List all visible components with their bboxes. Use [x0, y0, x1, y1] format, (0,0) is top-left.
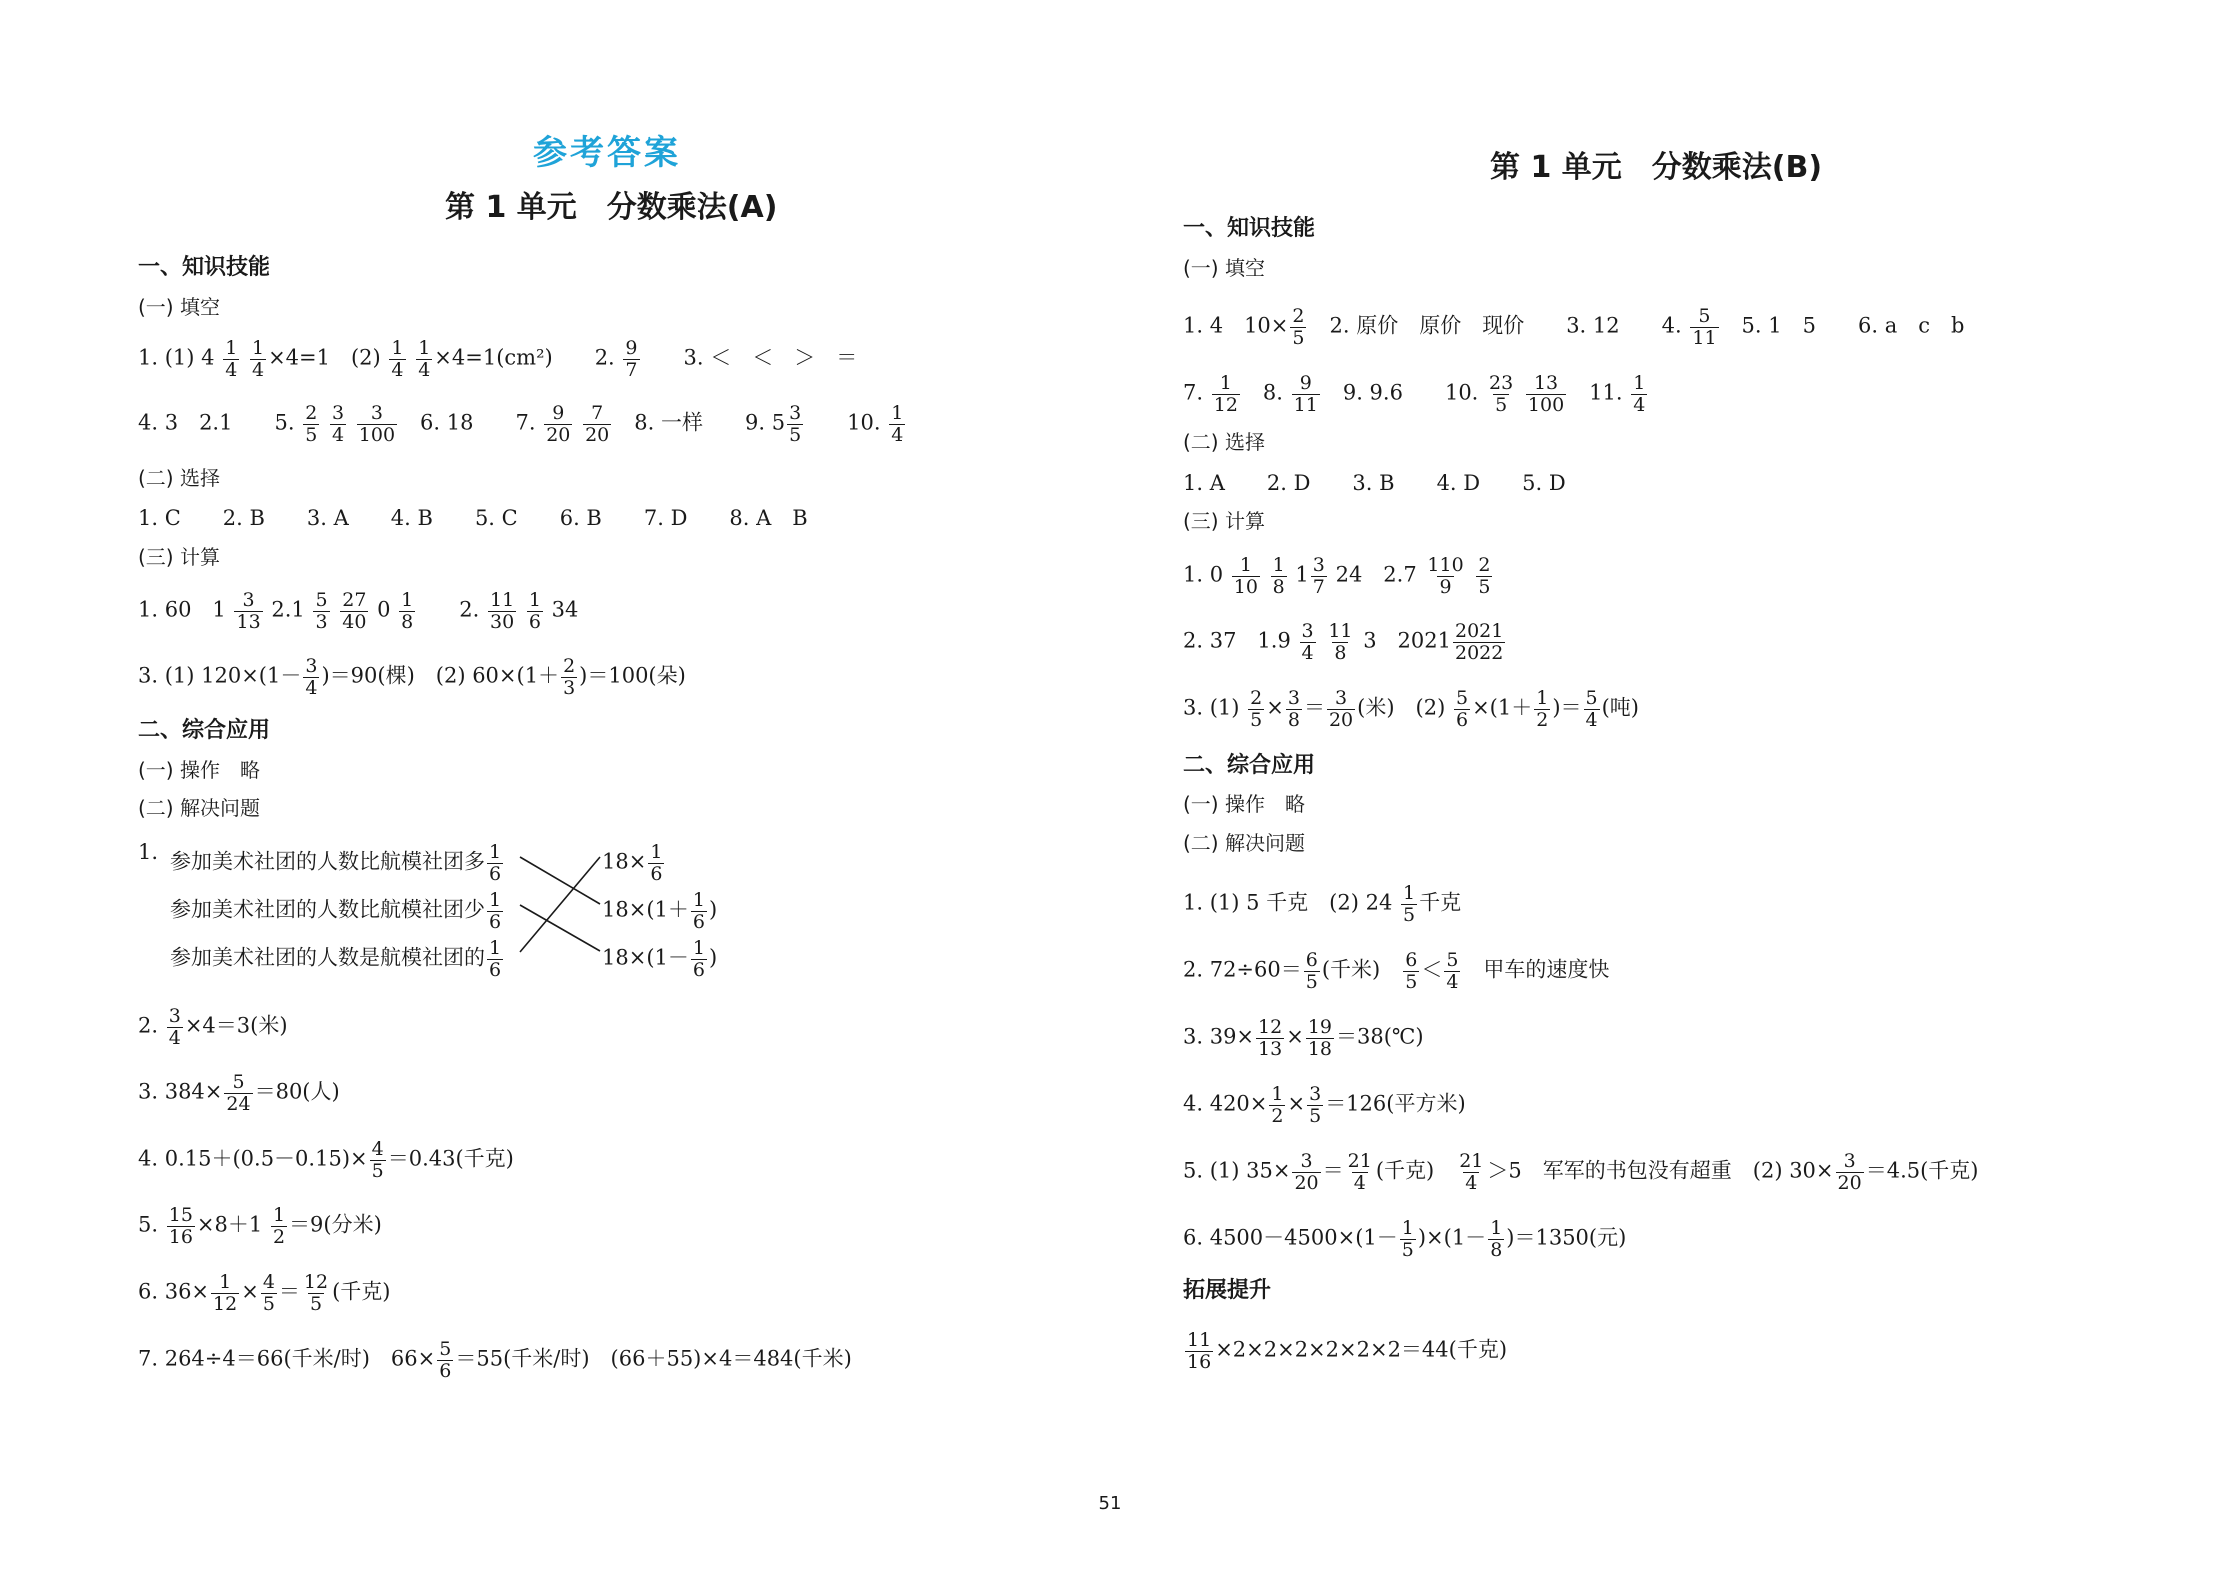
- choice-answers: 1. A 2. D 3. B 4. D 5. D: [1183, 471, 1566, 495]
- problem-solving-heading: (二) 解决问题: [138, 796, 260, 820]
- match-left-3: 参加美术社团的人数是航模社团的 $\frac{1}{6}$: [170, 937, 502, 981]
- fraction: $\frac{1}{4}$: [225, 337, 238, 381]
- fraction: $\frac{2}{3}$: [563, 655, 576, 699]
- problem-3-answer: 3. 384× $\frac{5}{24}$ ＝80(人): [138, 1071, 340, 1115]
- fraction: $\frac{1}{6}$: [528, 589, 541, 633]
- section-knowledge-heading: 一、知识技能: [138, 255, 271, 280]
- fraction: $\frac{3}{4}$: [305, 655, 318, 699]
- match-line-2: [520, 905, 600, 951]
- fraction: $\frac{13}{100}$: [1527, 372, 1565, 416]
- fraction: $\frac{1}{8}$: [1272, 554, 1285, 598]
- fraction: $\frac{3}{100}$: [358, 402, 396, 446]
- unit-title-b: 第 1 单元 分数乘法(B): [1490, 150, 1823, 185]
- fraction: $\frac{110}{9}$: [1427, 554, 1464, 598]
- calc-answer-line-3: 3. (1) $\frac{2}{5}$ × $\frac{3}{8}$ ＝ $\frac{3}{20}$ (米) (2) $\frac{5}{6}$ ×(1＋ $\frac{1}{2}$ )＝ $\frac{5}{4}$ (吨): [1183, 687, 1639, 731]
- match-left-1: 参加美术社团的人数比航模社团多 $\frac{1}{6}$: [170, 841, 502, 885]
- calc-answer-line-2: 3. (1) 120×(1－ $\frac{3}{4}$ )＝90(棵) (2) 60×(1＋ $\frac{2}{3}$ )＝100(朵): [138, 655, 686, 699]
- problem-5-answer: 5. (1) 35× $\frac{3}{20}$ ＝ $\frac{21}{4}$ (千克) $\frac{21}{4}$ ＞5 军军的书包没有超重 (2) 30× $\frac{3}{20}$ ＝4.5(千克): [1183, 1150, 1979, 1194]
- fraction: $\frac{4}{5}$: [371, 1138, 384, 1182]
- fraction: $\frac{5}{6}$: [1455, 687, 1469, 731]
- fraction: $\frac{19}{18}$: [1307, 1016, 1333, 1060]
- fraction: $\frac{27}{40}$: [342, 589, 367, 633]
- problem-1-answer: 1. (1) 5 千克 (2) 24 $\frac{1}{5}$ 千克: [1183, 882, 1462, 926]
- problem-2-answer: 2. $\frac{3}{4}$ ×4＝3(米): [138, 1005, 288, 1049]
- calc-heading: (三) 计算: [138, 545, 220, 569]
- extension-heading: 拓展提升: [1183, 1278, 1272, 1303]
- match-line-1: [520, 857, 600, 904]
- match-number: 1.: [138, 840, 159, 864]
- fraction: $\frac{21}{4}$: [1459, 1150, 1484, 1194]
- fraction: $\frac{2021}{2022}$: [1455, 620, 1504, 664]
- fill-answer-line-1: 1. (1) 4 $\frac{1}{4}$ $\frac{1}{4}$ ×4=1 (2) $\frac{1}{4}$ $\frac{1}{4}$ ×4=1(cm²) 2. $\frac{9}{7}$ 3. ＜ ＜ ＞ ＝: [138, 337, 858, 381]
- fraction: $\frac{3}{4}$: [168, 1005, 181, 1049]
- fraction: $\frac{3}{5}$: [789, 402, 802, 446]
- calc-answer-line-1: 1. 0 $\frac{1}{10}$ $\frac{1}{8}$ 1 $\frac{3}{7}$ 24 2.7 $\frac{110}{9}$ $\frac{2}{5}$: [1183, 554, 1491, 598]
- calc-answer-line-2: 2. 37 1.9 $\frac{3}{4}$ $\frac{11}{8}$ 3 2021 $\frac{2021}{2022}$: [1183, 620, 1504, 664]
- fill-blank-heading: (一) 填空: [138, 295, 220, 319]
- choice-heading: (二) 选择: [138, 466, 220, 490]
- fraction: $\frac{1}{4}$: [418, 337, 431, 381]
- fill-blank-heading: (一) 填空: [1183, 256, 1265, 280]
- fraction: $\frac{2}{5}$: [305, 402, 318, 446]
- fraction: $\frac{23}{5}$: [1489, 372, 1514, 416]
- problem-4-answer: 4. 0.15＋(0.5－0.15)× $\frac{4}{5}$ ＝0.43(千克): [138, 1138, 514, 1182]
- match-right-3: 18×(1－ $\frac{1}{6}$ ): [602, 937, 718, 981]
- fraction: $\frac{1}{2}$: [1536, 687, 1549, 731]
- fraction: $\frac{1}{4}$: [891, 402, 904, 446]
- fraction: $\frac{11}{8}$: [1328, 620, 1353, 664]
- fraction: $\frac{9}{11}$: [1293, 372, 1318, 416]
- fraction: $\frac{11}{30}$: [490, 589, 515, 633]
- fraction: $\frac{6}{5}$: [1305, 949, 1318, 993]
- unit-title-a: 第 1 单元 分数乘法(A): [445, 190, 778, 225]
- fraction: $\frac{5}{4}$: [1585, 687, 1598, 731]
- fraction: $\frac{11}{16}$: [1187, 1329, 1212, 1373]
- fraction: $\frac{1}{6}$: [692, 937, 705, 981]
- fraction: $\frac{1}{8}$: [1490, 1217, 1503, 1261]
- fraction: $\frac{3}{4}$: [331, 402, 345, 446]
- fraction: $\frac{3}{4}$: [1301, 620, 1314, 664]
- choice-heading: (二) 选择: [1183, 430, 1265, 454]
- calc-heading: (三) 计算: [1183, 509, 1265, 533]
- fraction: $\frac{2}{5}$: [1478, 554, 1491, 598]
- fraction: $\frac{1}{5}$: [1403, 882, 1416, 926]
- operation-heading: (一) 操作 略: [138, 758, 260, 782]
- fraction: $\frac{2}{5}$: [1292, 305, 1305, 349]
- fraction: $\frac{9}{20}$: [546, 402, 571, 446]
- problem-2-answer: 2. 72÷60＝ $\frac{6}{5}$ (千米) $\frac{6}{5}$ ＜ $\frac{5}{4}$ 甲车的速度快: [1183, 949, 1610, 993]
- fraction: $\frac{5}{3}$: [315, 589, 328, 633]
- fraction: $\frac{3}{20}$: [1294, 1150, 1319, 1194]
- fraction: $\frac{5}{11}$: [1692, 305, 1717, 349]
- fraction: $\frac{1}{4}$: [1633, 372, 1646, 416]
- match-line-3: [520, 857, 600, 952]
- fraction: $\frac{9}{7}$: [625, 337, 638, 381]
- fill-answer-line-1: 1. 4 10× $\frac{2}{5}$ 2. 原价 原价 现价 3. 12 4. $\frac{5}{11}$ 5. 1 5 6. a c b: [1183, 305, 1965, 349]
- fraction: $\frac{12}{13}$: [1258, 1016, 1283, 1060]
- match-left-2: 参加美术社团的人数比航模社团少 $\frac{1}{6}$: [170, 889, 502, 933]
- calc-answer-line-1: 1. 60 1 $\frac{3}{13}$ 2.1 $\frac{5}{3}$ $\frac{27}{40}$ 0 $\frac{1}{8}$ 2. $\frac{11}{30}$ $\frac{1}{6}$ 34: [138, 589, 579, 633]
- fraction: $\frac{3}{7}$: [1312, 554, 1325, 598]
- problem-6-answer: 6. 4500－4500×(1－ $\frac{1}{5}$ )×(1－ $\frac{1}{8}$ )＝1350(元): [1183, 1217, 1627, 1261]
- problem-4-answer: 4. 420× $\frac{1}{2}$ × $\frac{3}{5}$ ＝126(平方米): [1183, 1083, 1466, 1127]
- extension-answer: $\frac{11}{16}$ ×2×2×2×2×2×2＝44(千克): [1187, 1329, 1508, 1373]
- fraction: $\frac{5}{6}$: [439, 1338, 452, 1382]
- fraction: $\frac{1}{4}$: [251, 337, 265, 381]
- section-knowledge-heading: 一、知识技能: [1183, 216, 1316, 241]
- fraction: $\frac{1}{5}$: [1401, 1217, 1414, 1261]
- problem-6-answer: 6. 36× $\frac{1}{12}$ × $\frac{4}{5}$ ＝ $\frac{12}{5}$ (千克): [138, 1271, 391, 1315]
- match-right-2: 18×(1＋ $\frac{1}{6}$ ): [602, 889, 718, 933]
- fraction: $\frac{1}{12}$: [1213, 372, 1238, 416]
- fill-answer-line-2: 7. $\frac{1}{12}$ 8. $\frac{9}{11}$ 9. 9.6 10. $\frac{23}{5}$ $\frac{13}{100}$ 11. $\frac{1}{4}$: [1183, 372, 1646, 416]
- fraction: $\frac{5}{4}$: [1446, 949, 1459, 993]
- fraction: $\frac{3}{13}$: [236, 589, 261, 633]
- fraction: $\frac{1}{10}$: [1233, 554, 1258, 598]
- fraction: $\frac{3}{5}$: [1309, 1083, 1322, 1127]
- fraction: $\frac{4}{5}$: [262, 1271, 275, 1315]
- page-title: 参考答案: [533, 133, 681, 173]
- fraction: $\frac{1}{12}$: [213, 1271, 238, 1315]
- fraction: $\frac{1}{2}$: [272, 1204, 286, 1248]
- fill-answer-line-2: 4. 3 2.1 5. $\frac{2}{5}$ $\frac{3}{4}$ $\frac{3}{100}$ 6. 18 7. $\frac{9}{20}$ $\frac{7}{20}$ 8. 一样 9. 5 $\frac{3}{5}$ 10. $\frac{1}{4}$: [138, 402, 904, 446]
- fraction: $\frac{1}{6}$: [489, 937, 502, 981]
- fraction: $\frac{3}{20}$: [1328, 687, 1354, 731]
- operation-heading: (一) 操作 略: [1183, 792, 1305, 816]
- problem-7-answer: 7. 264÷4＝66(千米/时) 66× $\frac{5}{6}$ ＝55(千米/时) (66＋55)×4＝484(千米): [138, 1338, 852, 1382]
- fraction: $\frac{1}{4}$: [391, 337, 404, 381]
- section-application-heading: 二、综合应用: [1183, 753, 1316, 778]
- fraction: $\frac{3}{8}$: [1287, 687, 1300, 731]
- fraction: $\frac{6}{5}$: [1405, 949, 1418, 993]
- fraction: $\frac{21}{4}$: [1347, 1150, 1372, 1194]
- section-application-heading: 二、综合应用: [138, 718, 271, 743]
- fraction: $\frac{1}{2}$: [1271, 1083, 1284, 1127]
- fraction: $\frac{12}{5}$: [303, 1271, 329, 1315]
- problem-5-answer: 5. $\frac{15}{16}$ ×8＋1 $\frac{1}{2}$ ＝9(分米): [138, 1204, 382, 1248]
- fraction: $\frac{1}{6}$: [489, 841, 502, 885]
- fraction: $\frac{15}{16}$: [168, 1204, 193, 1248]
- problem-3-answer: 3. 39× $\frac{12}{13}$ × $\frac{19}{18}$ ＝38(℃): [1183, 1016, 1424, 1060]
- fraction: $\frac{1}{6}$: [650, 841, 663, 885]
- problem-solving-heading: (二) 解决问题: [1183, 831, 1305, 855]
- fraction: $\frac{7}{20}$: [585, 402, 610, 446]
- page-number: 51: [1098, 1493, 1122, 1514]
- choice-answers: 1. C 2. B 3. A 4. B 5. C 6. B 7. D 8. A B: [138, 506, 808, 530]
- fraction: $\frac{5}{24}$: [226, 1071, 251, 1115]
- fraction: $\frac{3}{20}$: [1837, 1150, 1862, 1194]
- fraction: $\frac{1}{8}$: [401, 589, 414, 633]
- match-right-1: 18× $\frac{1}{6}$: [602, 841, 663, 885]
- fraction: $\frac{1}{6}$: [489, 889, 502, 933]
- fraction: $\frac{1}{6}$: [692, 889, 705, 933]
- fraction: $\frac{2}{5}$: [1250, 687, 1263, 731]
